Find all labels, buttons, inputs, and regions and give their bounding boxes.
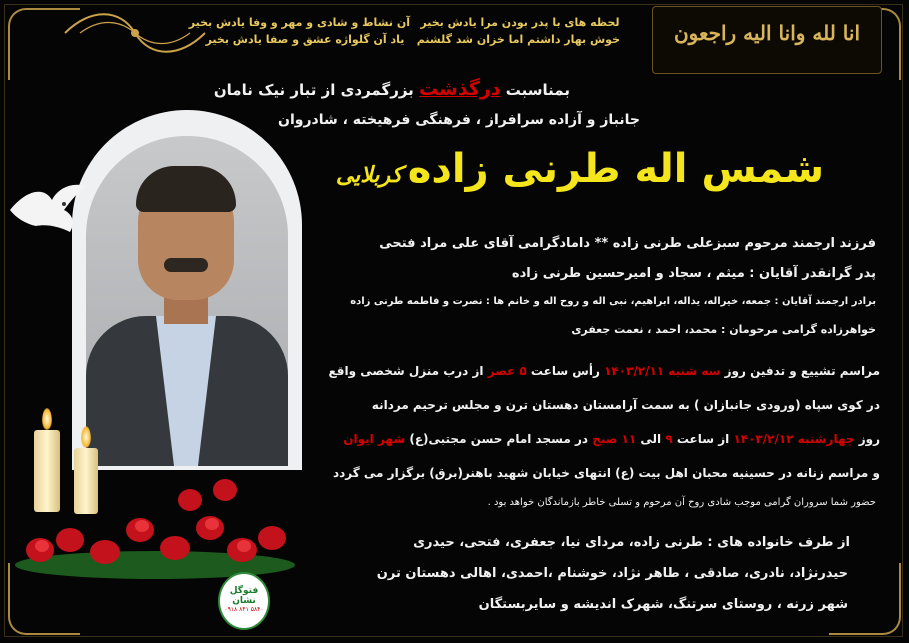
portrait-moustache [164,258,208,272]
candle-flame-left-icon [42,408,52,430]
families-line-1: از طرف خانواده های : طرنی زاده، مردای نیا، جعفری، فتحی، حیدری [413,535,850,550]
honorifics-line: جانباز و آزاده سرافراز ، فرهنگی فرهیخته ، شادروان [278,112,640,128]
shop-logo-name: فتوگل نشان [229,586,259,606]
portrait-arch [72,110,302,470]
ceremony-line-3 [296,432,880,446]
ceremony-funeral-date: سه شنبه ۱۴۰۳/۲/۱۱ [604,364,721,378]
shop-logo [218,572,270,630]
poem-right [416,14,620,48]
families-line-2: حیدرنژاد، نادری، صادقی ، طاهر نژاد، خوشنام ،احمدی، اهالی دهستان ترن [376,566,848,581]
poem-left-line2: یاد آن گلواژه عشق و صفا یادش بخیر [205,33,405,46]
deceased-name-block [300,146,860,192]
deceased-name: شمس اله طرنی زاده [407,146,825,192]
shop-logo-phone: ۰۹۱۸ ۸۴۱ ۵۸۴۰ [224,606,264,613]
memorial-city: شهر ایوان [343,432,406,446]
family-line-1: فرزند ارجمند مرحوم سبزعلی طرنی زاده ** دامادگرامی آقای علی مراد فتحی [379,236,876,251]
memorial-to-label: الی [640,432,662,446]
occasion-line [213,78,570,100]
memorial-day-label: روز [858,432,880,446]
occasion-suffix: بزرگمردی از تبار نیک نامان [213,81,414,99]
memorial-end: ۱۱ صبح [592,432,637,446]
candle-flame-right-icon [81,426,91,448]
occasion-prefix: بمناسبت [505,81,570,99]
memorial-date: چهارشنبه ۱۴۰۳/۲/۱۲ [733,432,855,446]
red-tulips-icon [10,470,300,580]
ceremony-funeral-time: ۵ عصر [487,364,527,378]
memorial-mosque: در مسجد امام حسن مجتبی(ع) [409,432,589,446]
dove-icon [6,180,90,240]
families-line-3: شهر زرنه ، روستای سرتنگ، شهرک اندیشه و سایربستگان [478,597,848,612]
deceased-title: کربلایی [335,162,403,188]
poem-left [188,14,410,48]
family-line-2: پدر گرانقدر آقایان : میثم ، سجاد و امیرحسین طرنی زاده [511,266,876,281]
portrait-hair [136,166,236,212]
ceremony-funeral-time-label: رأس ساعت [530,364,600,378]
ceremony-line-1 [296,364,880,378]
occasion-word: درگذشت [419,78,501,100]
poem-right-line1: لحظه های با پدر بودن مرا یادش بخیر [420,16,620,29]
family-line-4: خواهرزاده گرامی مرحومان : محمد، احمد ، نعمت جعفری [571,323,876,336]
ceremony-line-2: در کوی سپاه (ورودی جانبازان ) به سمت آرامستان دهستان ترن و مجلس ترحیم مردانه [371,398,880,412]
memorial-from-label: از ساعت [676,432,730,446]
ceremony-line-4: و مراسم زنانه در حسینیه محبان اهل بیت (ع) انتهای خیابان شهید باهنر(برق) برگزار می گردد [332,466,880,480]
gold-flourish-icon [60,8,210,58]
ceremony-funeral-place: از درب منزل شخصی واقع [328,364,484,378]
calligraphy-text: انا لله وانا الیه راجعون [673,21,861,45]
calligraphy-panel [652,6,882,74]
family-line-3: برادر ارجمند آقایان : جمعه، خیراله، یداله، ابراهیم، نبی اله و روح اله و خانم ها : نصرت و فاطمه طرنی زاده [350,296,876,307]
memorial-start: ۹ [665,432,673,446]
ceremony-funeral-label: مراسم تشییع و تدفین روز [724,364,880,378]
poem-left-line1: آن نشاط و شادی و مهر و وفا یادش بخیر [188,16,410,29]
portrait-photo [86,136,288,466]
poem-right-line2: خوش بهار داشتم اما خزان شد گلشنم [416,33,620,46]
ceremony-line-5: حضور شما سروران گرامی موجب شادی روح آن مرحوم و تسلی خاطر بازماندگان خواهد بود . [487,497,876,508]
